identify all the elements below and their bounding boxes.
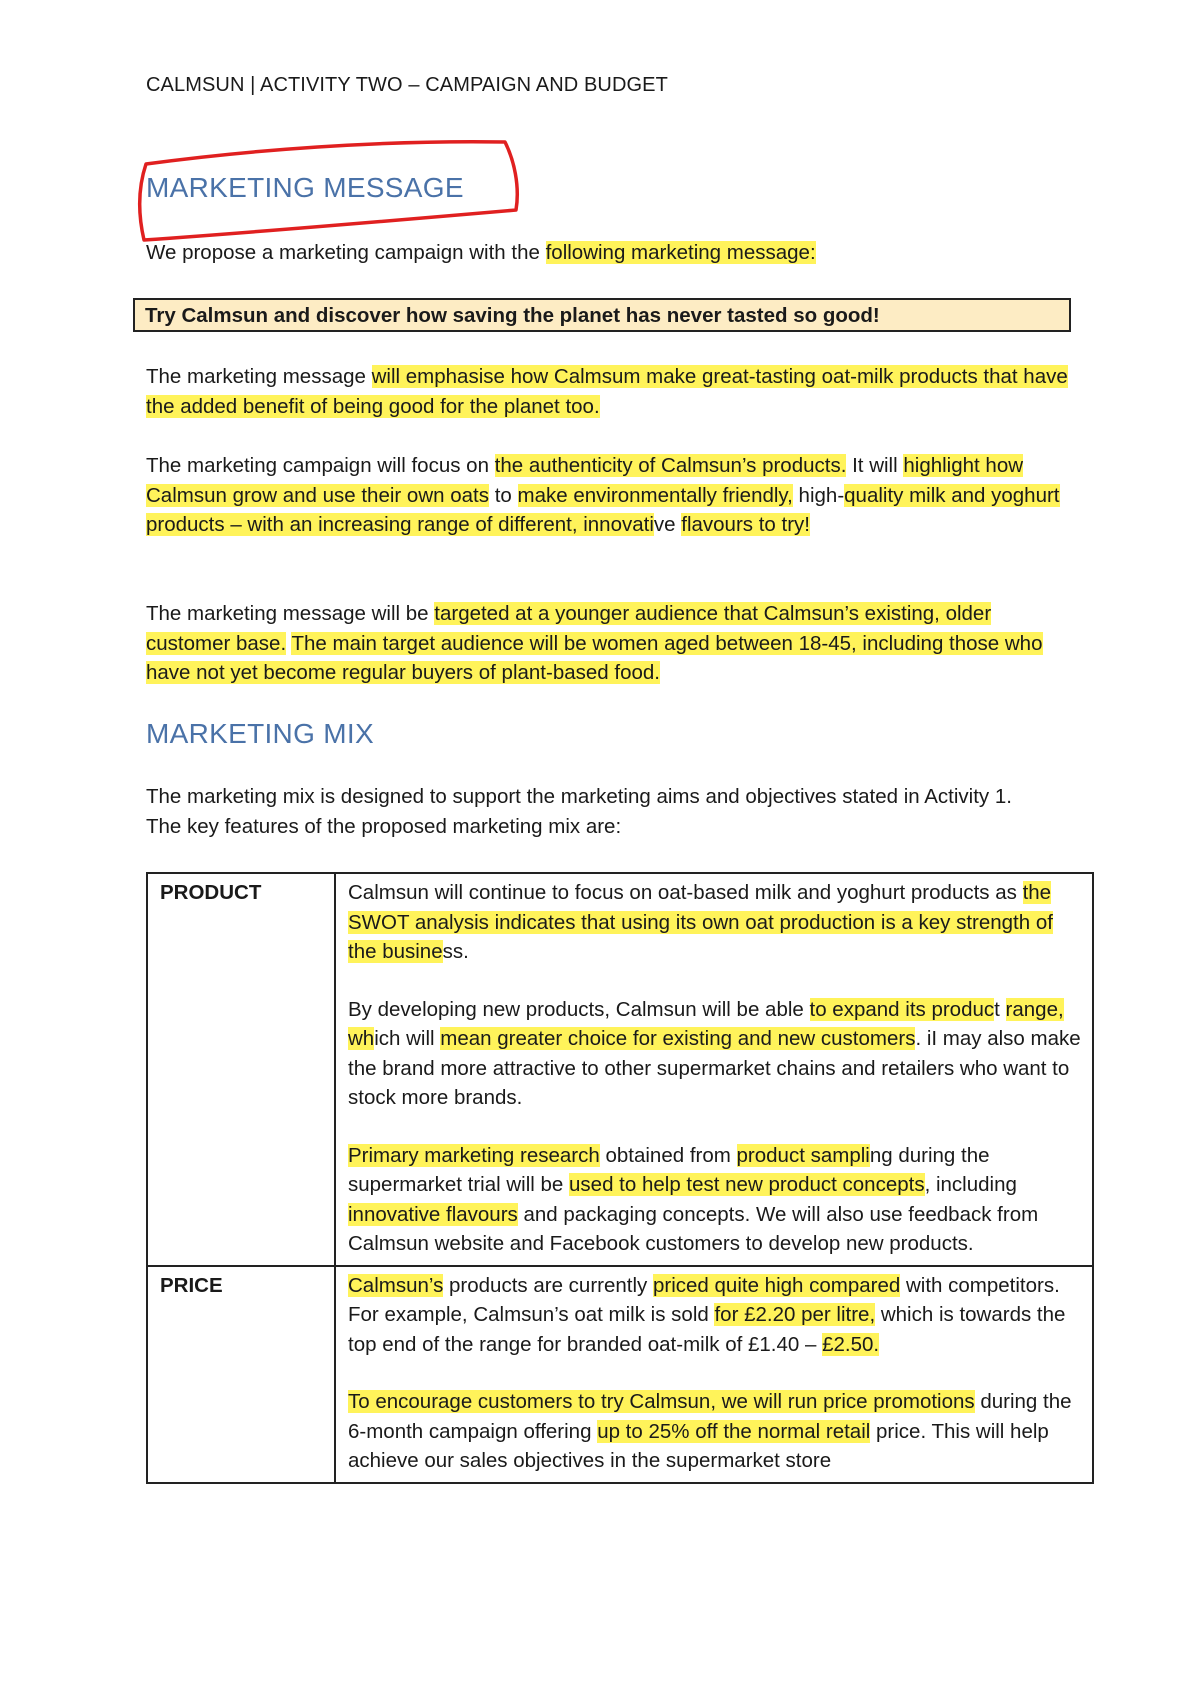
product-paragraph: Primary marketing research obtained from product sampling during the supermarket trial will be used to help test new product concepts, including innovative flavours and packaging concepts. We will also use feedback from Calmsun website and Facebook customers to develop new products. — [348, 1143, 1039, 1255]
price-paragraph: Calmsun’s products are currently priced quite high compared with competitors. For example, Calmsun’s oat milk is sold for £2.20 per litre, which is towards the top end of the range for branded oat-milk of £1.40 – £2.50. — [348, 1273, 1066, 1356]
price-paragraph: To encourage customers to try Calmsun, we will run price promotions during the 6-month campaign offering up to 25% off the normal retail price. This will help achieve our sales objectives in the supermarket store — [348, 1390, 1072, 1472]
marketing-mix-intro: The marketing mix is designed to support the marketing aims and objectives stated in Activity 1. The key features of the proposed marketing mix are: — [146, 785, 1012, 838]
product-paragraph: Calmsun will continue to focus on oat-based milk and yoghurt products as the SWOT analysis indicates that using its own oat production is a key strength of the business. — [348, 881, 1053, 963]
paragraph-target: The marketing message will be targeted at a younger audience that Calmsun’s existing, older customer base. The main target audience will be women aged between 18-45, including those who have not yet become regular buyers of plant-based food. — [146, 602, 1043, 684]
heading-marketing-message: MARKETING MESSAGE — [146, 172, 464, 203]
row-label-price: PRICE — [147, 1266, 335, 1483]
table-row — [147, 1266, 1093, 1483]
table-row — [147, 873, 1093, 1266]
product-paragraph: By developing new products, Calmsun will be able to expand its product range, which will mean greater choice for existing and new customers. iI may also make the brand more attractive to other supermarket chains and retailers who want to stock more brands. — [348, 997, 1081, 1109]
price-cell — [335, 1266, 1093, 1483]
row-label-product: PRODUCT — [147, 873, 335, 1266]
intro-paragraph: We propose a marketing campaign with the following marketing message: — [146, 241, 816, 264]
paragraph-focus: The marketing campaign will focus on the authenticity of Calmsun’s products. It will highlight how Calmsun grow and use their own oats to make environmentally friendly, high-quality milk and yoghurt products – with an increasing range of different, innovative flavours to try! — [146, 454, 1060, 536]
paragraph-emphasise: The marketing message will emphasise how Calmsum make great-tasting oat-milk products that have the added benefit of being good for the planet too. — [146, 365, 1068, 418]
marketing-message-box: Try Calmsun and discover how saving the planet has never tasted so good! — [133, 298, 1071, 332]
product-cell — [335, 873, 1093, 1266]
marketing-mix-table — [146, 872, 1094, 1484]
page-header: CALMSUN | ACTIVITY TWO – CAMPAIGN AND BUDGET — [146, 74, 668, 96]
heading-marketing-mix: MARKETING MIX — [146, 718, 374, 749]
